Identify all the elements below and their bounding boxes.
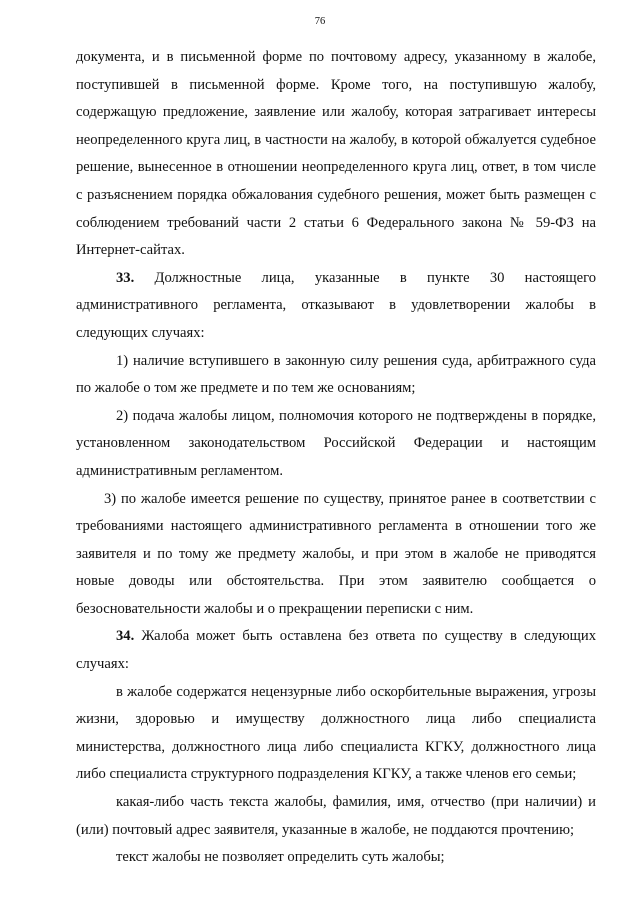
no-answer-case-1: в жалобе содержатся нецензурные либо оскорбительные выражения, угрозы жизни, здоровью и имуществу должностного лица либо специалиста министерства, должностного лица либо специалиста КГКУ, должностного лица либо специалиста структурного подразделения КГКУ, а также членов его семьи; — [76, 683, 596, 783]
clause-33 — [76, 265, 596, 348]
refusal-case-1: 1) наличие вступившего в законную силу решения суда, арбитражного суда по жалобе о том же предмете и по тем же основаниям; — [76, 352, 596, 397]
clause-34-number: 34. — [116, 628, 135, 645]
page-number: 76 — [314, 16, 326, 27]
no-answer-case-2: какая-либо часть текста жалобы, фамилия, имя, отчество (при наличии) и (или) почтовый адрес заявителя, указанные в жалобе, не поддаются прочтению; — [76, 794, 596, 838]
refusal-case-2: 2) подача жалобы лицом, полномочия которого не подтверждены в порядке, установленном законодательством Российской Федерации и настоящим административным регламентом. — [76, 407, 596, 479]
clause-33-number: 33. — [116, 269, 135, 286]
clause-33-text: Должностные лица, указанные в пункте 30 настоящего административного регламента, отказывают в удовлетворении жалобы в следующих случаях: — [76, 269, 596, 341]
refusal-case-3: 3) по жалобе имеется решение по существу, принятое ранее в соответствии с требованиями настоящего административного регламента в отношении того же заявителя и по тому же предмету жалобы, и при этом в жалобе не приводятся новые доводы или обстоятельства. При этом заявителю сообщается о безосновательности жалобы и о прекращении переписки с ним. — [76, 490, 596, 617]
document-body — [76, 44, 596, 872]
clause-34 — [76, 623, 596, 678]
no-answer-case-3: текст жалобы не позволяет определить суть жалобы; — [116, 849, 445, 866]
clause-34-text: Жалоба может быть оставлена без ответа по существу в следующих случаях: — [76, 628, 596, 673]
paragraph-continuation: документа, и в письменной форме по почтовому адресу, указанному в жалобе, поступившей в письменной форме. Кроме того, на поступившую жалобу, содержащую предложение, заявление или жалобу, которая затрагивает интересы неопределенного круга лиц, в частности на жалобу, в которой обжалуется судебное решение, вынесенное в отношении неопределенного круга лиц, ответ, в том числе с разъяснением порядка обжалования судебного решения, может быть размещен с соблюдением требований части 2 статьи 6 Федерального закона № 59-ФЗ на Интернет-сайтах. — [76, 49, 596, 259]
